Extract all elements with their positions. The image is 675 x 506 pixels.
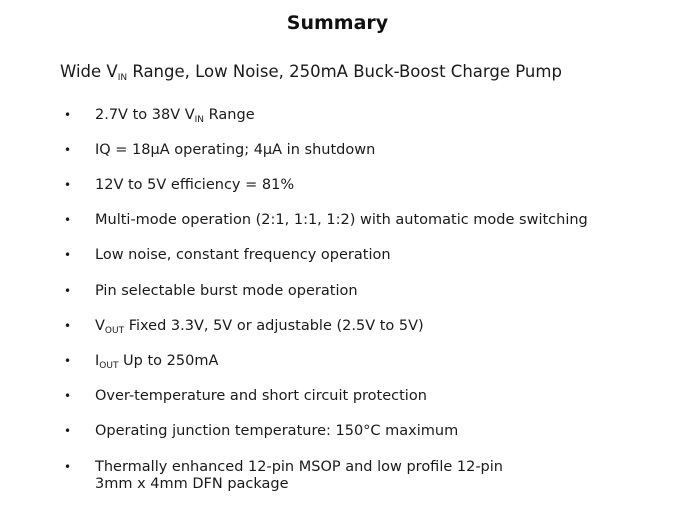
bullet-icon: • xyxy=(64,389,72,403)
bullet-subscript: OUT xyxy=(99,361,119,371)
bullet-text: Low noise, constant frequency operation xyxy=(95,247,391,263)
bullet-subscript: IN xyxy=(194,115,205,125)
bullet-text: IQ = 18μA operating; 4μA in shutdown xyxy=(95,142,376,158)
bullet-text: Multi-mode operation (2:1, 1:1, 1:2) with automatic mode switching xyxy=(95,212,588,228)
bullet-text-line2: 3mm x 4mm DFN package xyxy=(95,476,289,492)
bullet-text-line1: Thermally enhanced 12-pin MSOP and low profile 12-pin xyxy=(95,459,503,475)
bullet-text-post: Range xyxy=(204,107,255,123)
page-title: Summary xyxy=(286,12,389,34)
bullet-text: Operating junction temperature: 150°C maximum xyxy=(95,423,459,439)
bullet-icon: • xyxy=(64,178,72,192)
bullet-text-post: Up to 250mA xyxy=(118,353,219,369)
subtitle-prefix: Wide V xyxy=(60,62,118,81)
bullet-text: 12V to 5V efficiency = 81% xyxy=(95,177,295,193)
bullet-icon: • xyxy=(64,108,72,122)
subtitle xyxy=(60,62,562,81)
bullet-icon: • xyxy=(64,424,72,438)
bullet-icon: • xyxy=(64,460,72,474)
subtitle-suffix: Range, Low Noise, 250mA Buck-Boost Charge Pump xyxy=(127,62,562,81)
bullet-icon: • xyxy=(64,248,72,262)
bullet-text-post: Fixed 3.3V, 5V or adjustable (2.5V to 5V) xyxy=(124,318,424,334)
bullet-icon: • xyxy=(64,319,72,333)
bullet-text xyxy=(95,353,655,370)
subtitle-subscript: IN xyxy=(117,73,128,83)
bullet-icon: • xyxy=(64,143,72,157)
bullet-text: Pin selectable burst mode operation xyxy=(95,283,358,299)
bullet-text xyxy=(95,459,655,493)
bullet-text xyxy=(95,107,655,124)
bullet-text: Over-temperature and short circuit protection xyxy=(95,388,427,404)
bullet-icon: • xyxy=(64,284,72,298)
bullet-icon: • xyxy=(64,213,72,227)
bullet-icon: • xyxy=(64,354,72,368)
bullet-text xyxy=(95,318,655,335)
bullet-text-pre: V xyxy=(95,318,105,334)
bullet-subscript: OUT xyxy=(104,326,125,336)
bullet-text-pre: I xyxy=(95,353,100,369)
bullet-text-pre: 2.7V to 38V V xyxy=(95,107,195,123)
